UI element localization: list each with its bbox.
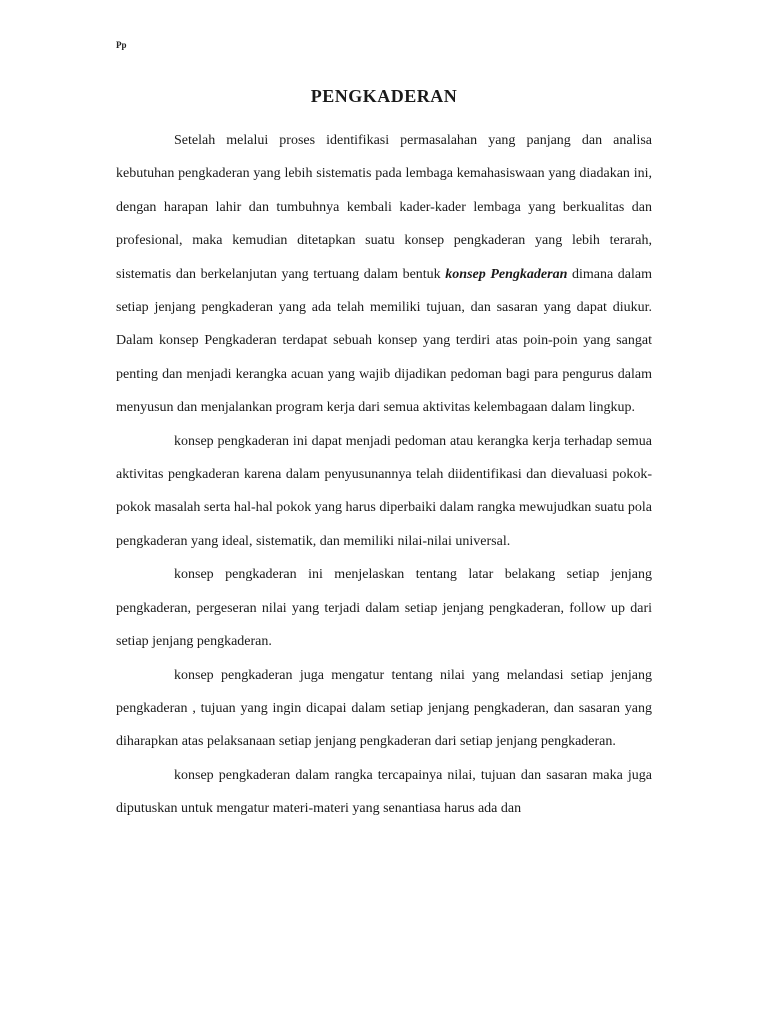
paragraph-1-text-b: dimana dalam setiap jenjang pengkaderan yang ada telah memiliki tujuan, dan sasaran yang dapat diukur. Dalam konsep Pengkaderan terdapat sebuah konsep yang terdiri atas poin-poin yang sangat penting dan menjadi kerangka acuan yang wajib dijadikan pedoman bagi para pengurus dalam menyusun dan menjalankan program kerja dari semua aktivitas kelembagaan dalam lingkup. bbox=[116, 266, 652, 416]
paragraph-1-emphasis: konsep Pengkaderan bbox=[445, 266, 568, 282]
paragraph-5-text: konsep pengkaderan dalam rangka tercapainya nilai, tujuan dan sasaran maka juga diputuskan untuk mengatur materi-materi yang senantiasa harus ada dan bbox=[116, 767, 652, 817]
paragraph-4 bbox=[116, 659, 652, 759]
header-mark: Pp bbox=[116, 40, 127, 50]
paragraph-2 bbox=[116, 425, 652, 559]
paragraph-1 bbox=[116, 124, 652, 425]
paragraph-4-text: konsep pengkaderan juga mengatur tentang nilai yang melandasi setiap jenjang pengkaderan , tujuan yang ingin dicapai dalam setiap jenjang pengkaderan, dan sasaran yang diharapkan atas pelaksanaan setiap jenjang pengkaderan dari setiap jenjang pengkaderan. bbox=[116, 667, 652, 750]
document-title: PENGKADERAN bbox=[310, 86, 458, 106]
paragraph-3 bbox=[116, 558, 652, 658]
document-body bbox=[116, 124, 652, 826]
paragraph-1-text-a: Setelah melalui proses identifikasi permasalahan yang panjang dan analisa kebutuhan pengkaderan yang lebih sistematis pada lembaga kemahasiswaan yang diadakan ini, dengan harapan lahir dan tumbuhnya kembali kader-kader lembaga yang berkualitas dan profesional, maka kemudian ditetapkan suatu konsep pengkaderan yang lebih terarah, sistematis dan berkelanjutan yang tertuang dalam bentuk bbox=[116, 133, 652, 282]
paragraph-3-text: konsep pengkaderan ini menjelaskan tentang latar belakang setiap jenjang pengkaderan, pergeseran nilai yang terjadi dalam setiap jenjang pengkaderan, follow up dari setiap jenjang pengkaderan. bbox=[116, 567, 652, 650]
paragraph-2-text: konsep pengkaderan ini dapat menjadi pedoman atau kerangka kerja terhadap semua aktivitas pengkaderan karena dalam penyusunannya telah diidentifikasi dan dievaluasi pokok-pokok masalah serta hal-hal pokok yang harus diperbaiki dalam rangka mewujudkan suatu pola pengkaderan yang ideal, sistematik, dan memiliki nilai-nilai universal. bbox=[116, 433, 652, 549]
paragraph-5 bbox=[116, 759, 652, 826]
